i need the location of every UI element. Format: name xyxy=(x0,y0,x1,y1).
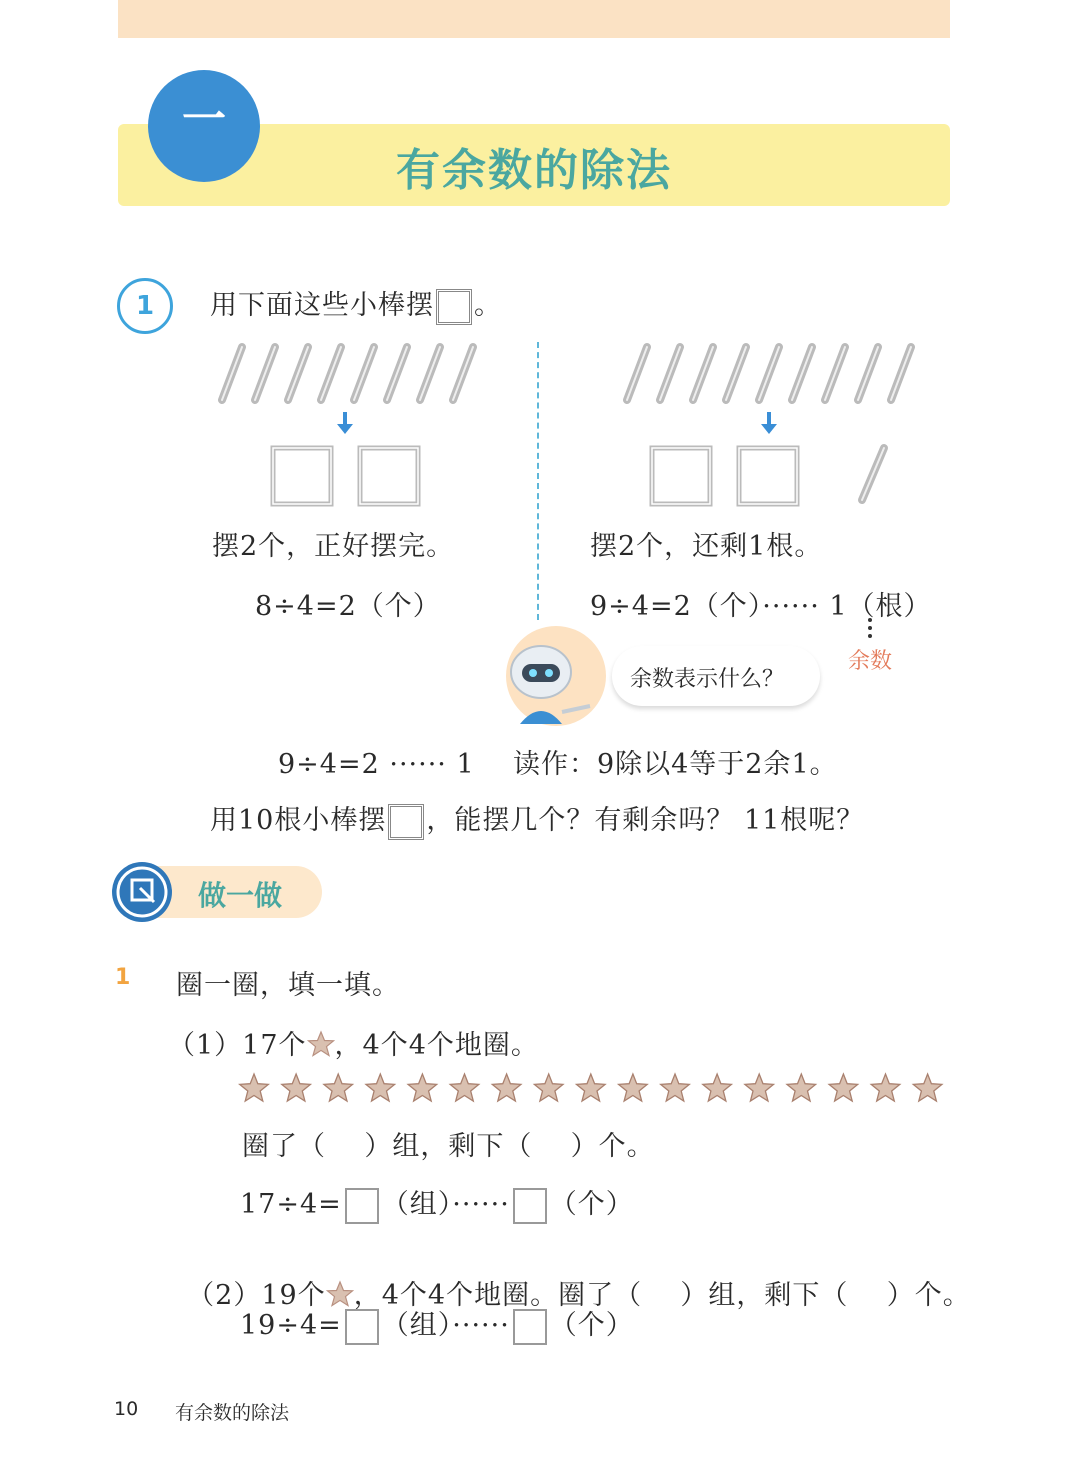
stick xyxy=(321,347,341,400)
question-1 xyxy=(168,1023,539,1062)
star xyxy=(324,1074,353,1101)
stick-square-icon xyxy=(273,448,331,504)
stick xyxy=(759,347,779,400)
stick-square-icon xyxy=(739,448,797,504)
stick xyxy=(255,347,275,400)
unit-number: 一 xyxy=(182,94,226,145)
q2-prefix: （2）19个 xyxy=(187,1280,326,1311)
star xyxy=(450,1074,479,1101)
left-equation: 8÷4=2（个） xyxy=(255,591,441,622)
prompt-end: 。 xyxy=(474,290,502,321)
square-icon xyxy=(388,804,424,840)
page-number: 10 xyxy=(114,1398,139,1420)
followup-question xyxy=(210,798,864,840)
q2-suffix: ，4个4个地圈。圈了（ ）组，剩下（ ）个。 xyxy=(353,1280,971,1311)
q2-eq-right: （个） xyxy=(549,1310,634,1341)
stars-row xyxy=(240,1074,942,1101)
example-number: 1 xyxy=(117,278,173,334)
prompt-text: 用下面这些小棒摆 xyxy=(210,290,434,321)
star xyxy=(408,1074,437,1101)
stick-square-icon xyxy=(652,448,710,504)
q1-equation xyxy=(240,1182,634,1224)
answer-box[interactable] xyxy=(513,1309,547,1345)
left-sticks xyxy=(222,347,473,400)
star xyxy=(787,1074,816,1101)
stick xyxy=(387,347,407,400)
stick xyxy=(792,347,812,400)
stick-square-icon xyxy=(360,448,418,504)
stick xyxy=(891,347,911,400)
q2-equation xyxy=(240,1303,634,1345)
q1-prefix: （1）17个 xyxy=(168,1030,307,1061)
practice-title: 做一做 xyxy=(198,879,283,912)
stick xyxy=(288,347,308,400)
star xyxy=(366,1074,395,1101)
star xyxy=(534,1074,563,1101)
q1-suffix: ，4个4个地圈。 xyxy=(334,1030,539,1061)
page-title: 有余数的除法 xyxy=(396,145,672,196)
stick xyxy=(858,347,878,400)
stick xyxy=(420,347,440,400)
q1-eq-left: 17÷4= xyxy=(240,1189,342,1220)
right-caption: 摆2个，还剩1根。 xyxy=(590,531,823,562)
left-caption: 摆2个，正好摆完。 xyxy=(212,531,455,562)
stick xyxy=(660,347,680,400)
star xyxy=(913,1074,942,1101)
star xyxy=(661,1074,690,1101)
stick xyxy=(693,347,713,400)
question-part-b: ，能摆几个？有剩余吗？ 11根呢？ xyxy=(426,805,865,836)
q1-fill-line: 圈了（ ）组，剩下（ ）个。 xyxy=(242,1131,655,1162)
stick xyxy=(825,347,845,400)
stick xyxy=(453,347,473,400)
divider-line xyxy=(537,342,539,620)
stick xyxy=(222,347,242,400)
star-icon xyxy=(307,1030,335,1058)
remainder-label: 余数 xyxy=(848,649,893,674)
stick xyxy=(726,347,746,400)
star xyxy=(619,1074,648,1101)
answer-box[interactable] xyxy=(345,1188,379,1224)
star xyxy=(282,1074,311,1101)
q1-eq-right: （个） xyxy=(549,1189,634,1220)
robot-question: 余数表示什么？ xyxy=(630,667,785,692)
stick xyxy=(354,347,374,400)
star xyxy=(829,1074,858,1101)
answer-box[interactable] xyxy=(513,1188,547,1224)
star xyxy=(703,1074,732,1101)
right-sticks xyxy=(627,347,911,400)
practice-header-icon xyxy=(112,862,172,922)
q2-eq-left: 19÷4= xyxy=(240,1310,342,1341)
down-arrow-icon xyxy=(761,412,777,434)
down-arrow-icon xyxy=(337,412,353,434)
answer-box[interactable] xyxy=(345,1309,379,1345)
stick xyxy=(627,347,647,400)
reading-line: 9÷4=2 ······ 1 读作：9除以4等于2余1。 xyxy=(278,749,838,780)
leftover-stick xyxy=(862,448,884,500)
footer-title: 有余数的除法 xyxy=(175,1402,290,1424)
star xyxy=(871,1074,900,1101)
question-part-a: 用10根小棒摆 xyxy=(210,805,387,836)
practice-instruction: 圈一圈，填一填。 xyxy=(176,970,400,1001)
question-2 xyxy=(168,1242,971,1312)
star xyxy=(745,1074,774,1101)
q1-eq-mid: （组）······ xyxy=(381,1189,510,1220)
star xyxy=(577,1074,606,1101)
q2-eq-mid: （组）······ xyxy=(381,1310,510,1341)
robot-icon xyxy=(506,626,606,726)
star xyxy=(240,1074,269,1101)
right-equation: 9÷4=2（个）······ 1（根） xyxy=(590,591,932,622)
practice-item-number: 1 xyxy=(115,965,131,990)
star xyxy=(492,1074,521,1101)
